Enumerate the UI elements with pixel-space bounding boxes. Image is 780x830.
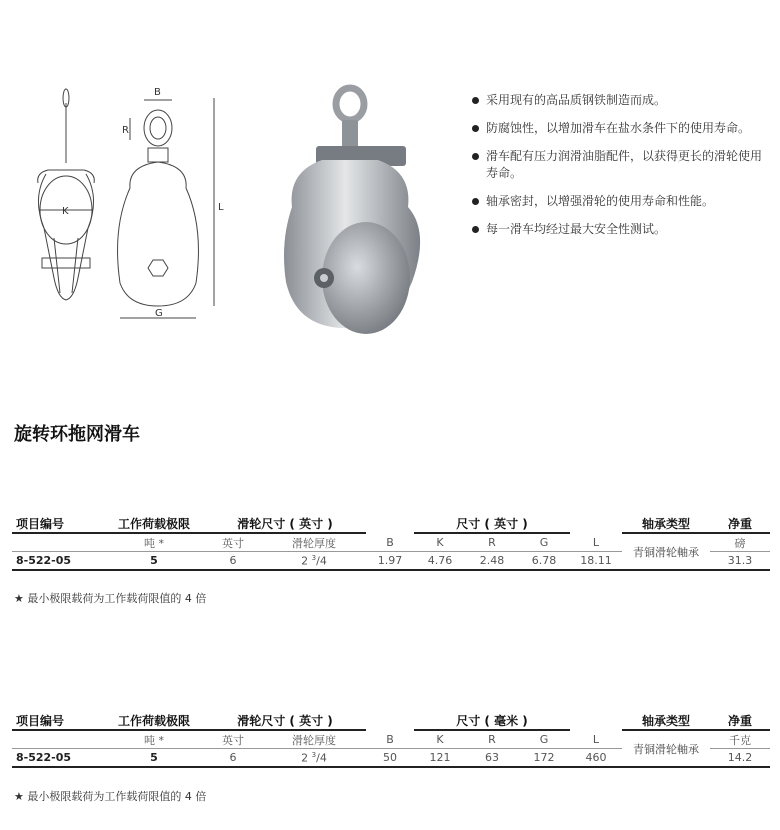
sub-thickness: 滑轮厚度 (262, 730, 366, 749)
item-no-value: 8-522-05 (12, 552, 104, 571)
bearing-value: 青铜滑轮軸承 (622, 730, 710, 767)
sub-r: R (466, 533, 518, 552)
dim-label-r: R (122, 125, 129, 136)
g-value: 172 (518, 749, 570, 768)
col-dims: 尺寸 ( 英寸 ) (414, 514, 570, 533)
col-bearing: 轴承类型 (622, 711, 710, 730)
col-bearing: 轴承类型 (622, 514, 710, 533)
table-subheader-row (12, 730, 770, 749)
l-value: 460 (570, 749, 622, 768)
col-item-no: 项目编号 (12, 711, 104, 730)
sub-g: G (518, 730, 570, 749)
sub-inch: 英寸 (204, 730, 262, 749)
b-value: 1.97 (366, 552, 414, 571)
sub-b: B (366, 533, 414, 552)
dim-label-k: K (62, 206, 69, 217)
col-wll: 工作荷载极限 (104, 711, 204, 730)
sheave-value: 6 (204, 552, 262, 571)
product-title: 旋转环拖网滑车 (14, 424, 140, 445)
wll-value: 5 (104, 749, 204, 768)
col-sheave: 滑轮尺寸 ( 英寸 ) (204, 711, 366, 730)
product-photo (262, 82, 450, 352)
r-value: 2.48 (466, 552, 518, 571)
spec-table-inch (12, 514, 770, 571)
sub-g: G (518, 533, 570, 552)
sub-weight-unit: 千克 (710, 730, 770, 749)
k-value: 4.76 (414, 552, 466, 571)
col-weight: 净重 (710, 514, 770, 533)
feature-item: 采用现有的高品质钢铁制造而成。 (472, 92, 772, 109)
footnote: ★ 最小极限载荷为工作载荷限值的 4 倍 (14, 592, 207, 605)
col-item-no: 项目编号 (12, 514, 104, 533)
thickness-value: 2 $^3$/4 (262, 749, 366, 768)
col-dims: 尺寸 ( 毫米 ) (414, 711, 570, 730)
col-sheave: 滑轮尺寸 ( 英寸 ) (204, 514, 366, 533)
sub-weight-unit: 磅 (710, 533, 770, 552)
sub-inch: 英寸 (204, 533, 262, 552)
feature-item: 滑车配有压力润滑油脂配件，以获得更长的滑轮使用寿命。 (472, 148, 772, 182)
feature-item: 每一滑车均经过最大安全性测试。 (472, 221, 772, 238)
technical-drawing (18, 78, 248, 328)
table-header-row (12, 711, 770, 730)
sub-k: K (414, 533, 466, 552)
sub-ton: 吨 * (104, 730, 204, 749)
dim-label-b: B (154, 87, 161, 98)
l-value: 18.11 (570, 552, 622, 571)
bearing-value: 青铜滑轮軸承 (622, 533, 710, 570)
footnote: ★ 最小极限载荷为工作载荷限值的 4 倍 (14, 790, 207, 803)
sub-l: L (570, 533, 622, 552)
spec-table-mm (12, 711, 770, 768)
item-no-value: 8-522-05 (12, 749, 104, 768)
col-weight: 净重 (710, 711, 770, 730)
dim-label-g: G (155, 308, 163, 319)
feature-item: 防腐蚀性，以增加滑车在盐水条件下的使用寿命。 (472, 120, 772, 137)
g-value: 6.78 (518, 552, 570, 571)
table-header-row (12, 514, 770, 533)
thickness-value: 2 $^3$/4 (262, 552, 366, 571)
k-value: 121 (414, 749, 466, 768)
b-value: 50 (366, 749, 414, 768)
sub-ton: 吨 * (104, 533, 204, 552)
feature-item: 轴承密封，以增强滑轮的使用寿命和性能。 (472, 193, 772, 210)
wll-value: 5 (104, 552, 204, 571)
table-subheader-row (12, 533, 770, 552)
weight-value: 31.3 (710, 552, 770, 571)
sub-l: L (570, 730, 622, 749)
feature-list (472, 92, 772, 249)
dim-label-l: L (218, 202, 224, 213)
sub-thickness: 滑轮厚度 (262, 533, 366, 552)
weight-value: 14.2 (710, 749, 770, 768)
r-value: 63 (466, 749, 518, 768)
col-wll: 工作荷载极限 (104, 514, 204, 533)
sub-r: R (466, 730, 518, 749)
sub-k: K (414, 730, 466, 749)
sheave-value: 6 (204, 749, 262, 768)
sub-b: B (366, 730, 414, 749)
